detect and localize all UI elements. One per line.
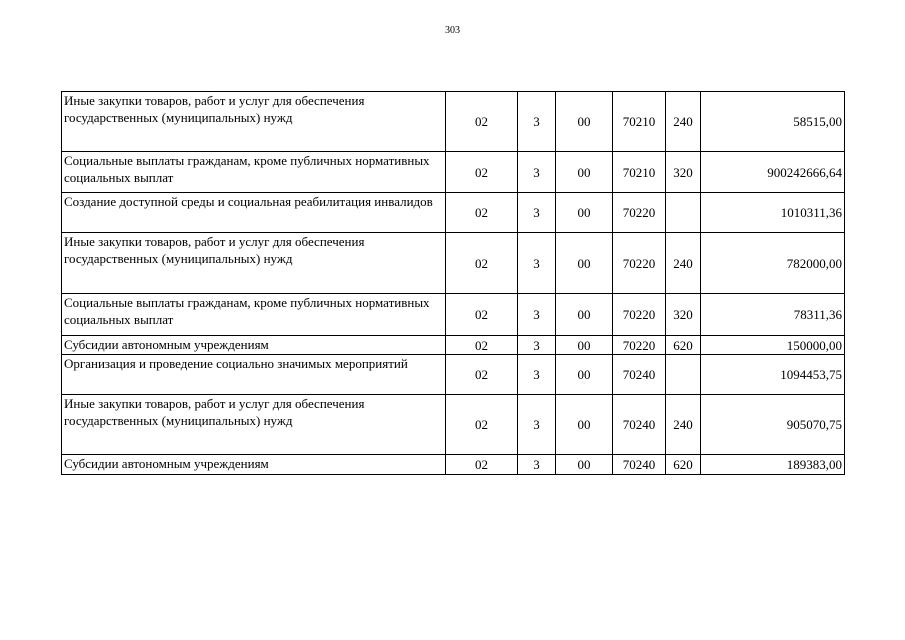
program-code: 00 xyxy=(556,455,613,475)
subsection-code: 3 xyxy=(518,152,556,193)
target-code: 70210 xyxy=(613,152,666,193)
table-row xyxy=(62,152,845,193)
table-row xyxy=(62,395,845,455)
row-name: Субсидии автономным учреждениям xyxy=(62,336,446,355)
row-name: Организация и проведение социально значимых мероприятий xyxy=(62,355,446,395)
target-code: 70220 xyxy=(613,294,666,336)
page-number: 303 xyxy=(445,25,460,36)
row-name: Субсидии автономным учреждениям xyxy=(62,455,446,475)
subsection-code: 3 xyxy=(518,294,556,336)
amount: 78311,36 xyxy=(701,294,845,336)
program-code: 00 xyxy=(556,355,613,395)
row-name: Иные закупки товаров, работ и услуг для обеспечения государственных (муниципальных) нужд xyxy=(62,233,446,294)
program-code: 00 xyxy=(556,152,613,193)
expense-type-code: 240 xyxy=(666,233,701,294)
budget-table xyxy=(61,91,845,475)
expense-type-code: 620 xyxy=(666,336,701,355)
subsection-code: 3 xyxy=(518,92,556,152)
section-code: 02 xyxy=(446,336,518,355)
expense-type-code xyxy=(666,193,701,233)
section-code: 02 xyxy=(446,395,518,455)
amount: 1094453,75 xyxy=(701,355,845,395)
section-code: 02 xyxy=(446,152,518,193)
program-code: 00 xyxy=(556,233,613,294)
table-row xyxy=(62,193,845,233)
expense-type-code xyxy=(666,355,701,395)
amount: 905070,75 xyxy=(701,395,845,455)
row-name: Иные закупки товаров, работ и услуг для обеспечения государственных (муниципальных) нужд xyxy=(62,92,446,152)
section-code: 02 xyxy=(446,92,518,152)
row-name: Социальные выплаты гражданам, кроме публичных нормативных социальных выплат xyxy=(62,152,446,193)
target-code: 70240 xyxy=(613,455,666,475)
subsection-code: 3 xyxy=(518,233,556,294)
table-row xyxy=(62,336,845,355)
subsection-code: 3 xyxy=(518,395,556,455)
row-name: Иные закупки товаров, работ и услуг для обеспечения государственных (муниципальных) нужд xyxy=(62,395,446,455)
program-code: 00 xyxy=(556,395,613,455)
section-code: 02 xyxy=(446,355,518,395)
subsection-code: 3 xyxy=(518,193,556,233)
amount: 782000,00 xyxy=(701,233,845,294)
expense-type-code: 240 xyxy=(666,395,701,455)
table-row xyxy=(62,92,845,152)
target-code: 70240 xyxy=(613,395,666,455)
amount: 58515,00 xyxy=(701,92,845,152)
target-code: 70240 xyxy=(613,355,666,395)
program-code: 00 xyxy=(556,294,613,336)
program-code: 00 xyxy=(556,336,613,355)
target-code: 70210 xyxy=(613,92,666,152)
target-code: 70220 xyxy=(613,336,666,355)
subsection-code: 3 xyxy=(518,336,556,355)
row-name: Создание доступной среды и социальная реабилитация инвалидов xyxy=(62,193,446,233)
expense-type-code: 320 xyxy=(666,294,701,336)
expense-type-code: 240 xyxy=(666,92,701,152)
target-code: 70220 xyxy=(613,233,666,294)
row-name: Социальные выплаты гражданам, кроме публичных нормативных социальных выплат xyxy=(62,294,446,336)
subsection-code: 3 xyxy=(518,355,556,395)
section-code: 02 xyxy=(446,233,518,294)
table-row xyxy=(62,233,845,294)
program-code: 00 xyxy=(556,193,613,233)
table-row xyxy=(62,355,845,395)
table-row xyxy=(62,294,845,336)
expense-type-code: 320 xyxy=(666,152,701,193)
program-code: 00 xyxy=(556,92,613,152)
amount: 150000,00 xyxy=(701,336,845,355)
target-code: 70220 xyxy=(613,193,666,233)
amount: 900242666,64 xyxy=(701,152,845,193)
section-code: 02 xyxy=(446,193,518,233)
section-code: 02 xyxy=(446,294,518,336)
expense-type-code: 620 xyxy=(666,455,701,475)
amount: 1010311,36 xyxy=(701,193,845,233)
subsection-code: 3 xyxy=(518,455,556,475)
table-row xyxy=(62,455,845,475)
section-code: 02 xyxy=(446,455,518,475)
amount: 189383,00 xyxy=(701,455,845,475)
